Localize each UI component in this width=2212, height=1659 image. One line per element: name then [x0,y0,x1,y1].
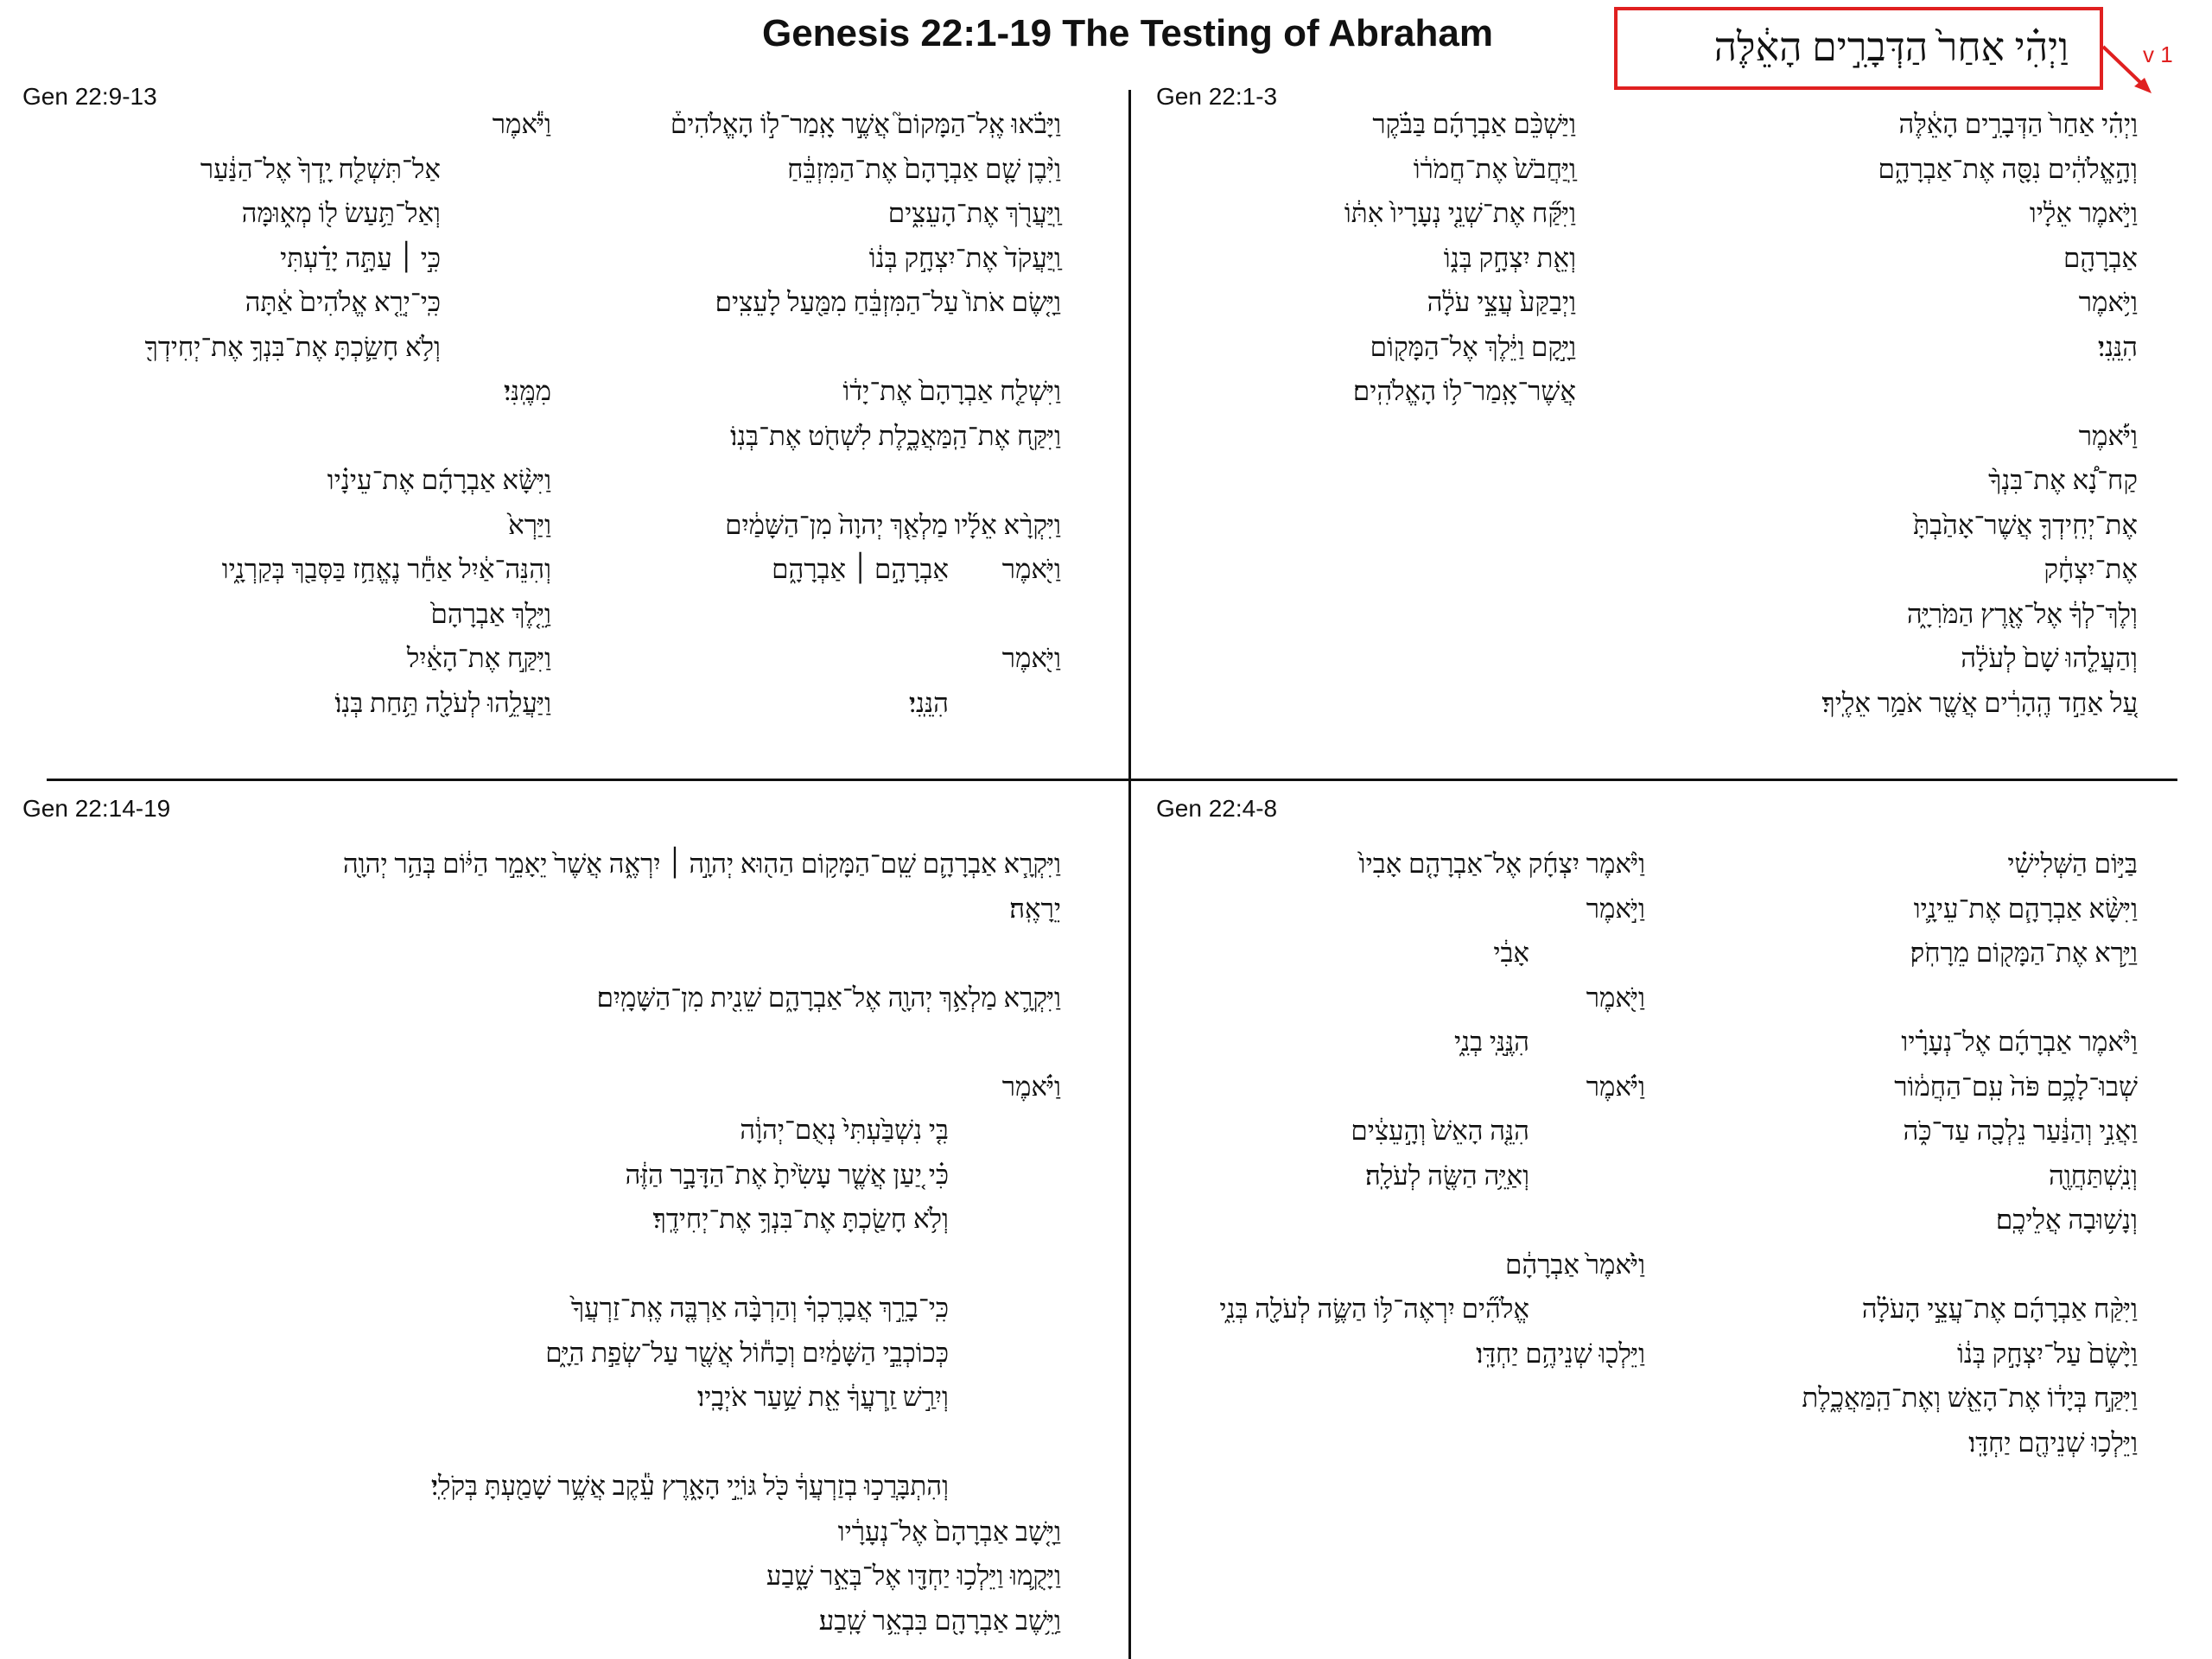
hebrew-line: כִּֽי־בָרֵ֣ךְ אֲבָרֶכְךָ֗ וְהַרְבָּ֨ה אַרְבֶּ֤ה אֶֽת־זַרְעֲךָ֙ [570,1293,949,1323]
hebrew-line [145,102,441,147]
hebrew-line [772,414,949,459]
hebrew-line [772,102,949,147]
hebrew-line [1219,842,1529,887]
hebrew-line: הִנֶּ֣נִּֽי בְנִ֑י [1453,1027,1529,1057]
hebrew-line: וַיֹּ֖אמֶר [1586,982,1645,1013]
hebrew-line: וַיֹּ֨אמֶר אַבְרָהָ֜ם אֶל־נְעָרָ֗יו [1901,1027,2138,1057]
horizontal-divider [47,779,2177,781]
section-label-22-14-19: Gen 22:14-19 [22,795,171,822]
hebrew-line [431,1242,949,1287]
hebrew-line: וְיִרַ֣שׁ זַֽרְעֲךָ֔ אֵ֖ת שַׁ֥עַר אֹיְבָֽיו׃ [697,1382,949,1412]
hebrew-line: כְּכוֹכְבֵ֣י הַשָּׁמַ֔יִם וְכַח֕וֹל אֲשֶׁ֖ר עַל־שְׂפַ֣ת הַיָּ֑ם [545,1337,949,1368]
hebrew-line [1219,887,1529,931]
hebrew-line: וַיַּ֥רְא אֶת־הַמָּק֖וֹם מֵרָחֹֽק׃ [1910,938,2138,968]
hebrew-line [1802,976,2138,1020]
hebrew-line [1219,1065,1529,1109]
hebrew-line: וַֽיַּעֲרֹ֖ךְ אֶת־הָעֵצִ֑ים [887,198,1061,228]
hebrew-line: וַיֹּ֨אמֶר יִצְחָ֜ק אֶל־אַבְרָהָ֤ם אָבִיו֙ [1358,849,1645,879]
hebrew-line: וַיָּקֻ֛מוּ וַיֵּלְכ֥וּ יַחְדָּ֖ו אֶל־בְּאֵ֣ר שָׁ֑בַע [766,1560,1061,1591]
hebrew-line: וַיָּ֙שֶׂם֙ עַל־יִצְחָ֣ק בְּנ֔וֹ [1956,1338,2138,1369]
hebrew-line: וַיַּעֲלֵ֥הוּ לְעֹלָ֖ה תַּ֥חַת בְּנֽוֹ׃ [334,687,551,718]
hebrew-line: וַיִּקַּ֣ח בְּיָד֔וֹ אֶת־הָאֵ֖שׁ וְאֶת־הַֽמַּאֲכֶ֑לֶת [1802,1382,2138,1413]
hebrew-line [1802,1243,2138,1287]
hebrew-line [1219,1243,1529,1287]
hebrew-line: וְהִנֵּה־אַ֔יִל אַחַ֕ר נֶאֱחַ֥ז בַּסְּבַ֖ךְ בְּקַרְנָ֑יו [221,554,551,584]
tr-col-a [1822,102,2138,725]
hebrew-line: וַיִּשָּׂ֨א אַבְרָהָ֧ם אֶת־עֵינָ֛יו [1913,893,2138,924]
hebrew-line: וַיֹּ֙אמֶר֙ אַבְרָהָ֔ם [1505,1249,1645,1280]
hebrew-line: וַיָּ֤שֶׂם אֹתוֹ֙ עַל־הַמִּזְבֵּ֔חַ מִמַּ֖עַל לָעֵצִֽים׃ [715,287,1061,317]
verse-number-label: v 1 [2143,41,2173,67]
hebrew-line: וַיֵּלְכ֥וּ שְׁנֵיהֶ֖ם יַחְדָּֽו׃ [1968,1427,2138,1458]
hebrew-line: וַיֹּ֖אמֶר [1001,643,1061,673]
hebrew-line: הִנֵּֽנִי׃ [2097,331,2138,362]
hebrew-line: וַיְהִ֗י אַחַר֙ הַדְּבָרִ֣ים הָאֵ֔לֶּה [1898,109,2138,139]
hebrew-line: אֱלֹהִ֞ים יִרְאֶה־לּ֥וֹ הַשֶּׂ֛ה לְעֹלָ֖ה בְּנִ֑י [1219,1294,1529,1324]
section-label-22-9-13: Gen 22:9-13 [22,83,157,110]
br-col-a [1802,842,2138,1465]
hebrew-line: וַיַּרְא֙ [508,509,551,540]
hebrew-line: הִנֵּ֤ה הָאֵשׁ֙ וְהָ֣עֵצִ֔ים [1351,1116,1529,1146]
hebrew-line: וְאַל־תַּ֥עַשׂ ל֖וֹ מְא֑וּמָּה [241,198,441,228]
hebrew-line: וַיְבַקַּע֙ עֲצֵ֣י עֹלָ֔ה [1427,287,1576,317]
hebrew-line: וַיֵּ֤לֶךְ אַבְרָהָם֙ [430,598,551,629]
tl-col-c [772,102,949,725]
hebrew-line: וַיֹּ֥אמֶר [2078,287,2138,317]
hebrew-line: כִּ֣י ׀ עַתָּ֣ה יָדַ֗עְתִּי [280,242,441,273]
hebrew-line: וַיִּשְׁלַ֤ח אַבְרָהָם֙ אֶת־יָד֔וֹ [842,376,1061,406]
section-label-22-1-3: Gen 22:1-3 [1156,83,1278,110]
hebrew-line: וַיִּקְרָ֛א מַלְאַ֥ךְ יְהוָ֖ה אֶל־אַבְרָהָ֑ם שֵׁנִ֖ית מִן־הַשָּׁמָֽיִם׃ [596,982,1061,1013]
br-col-c [1219,842,1529,1332]
hebrew-line: יֵרָאֶֽה׃ [1009,893,1061,924]
hebrew-line: וְלֹ֥א חָשַׂ֖כְתָּ אֶת־בִּנְךָ֥ אֶת־יְחִידֶֽךָ׃ [652,1204,949,1234]
hebrew-line: עַ֚ל אַחַ֣ד הֶֽהָרִ֔ים אֲשֶׁ֖ר אֹמַ֥ר אֵלֶֽיךָ׃ [1821,687,2138,718]
hebrew-line: וַיִּקְרָ֨א אֵלָ֜יו מַלְאַ֤ךְ יְהוָה֙ מִן־הַשָּׁמַ֔יִם [725,509,1061,540]
hebrew-line: וַיָּבֹ֗אוּ אֶֽל־הַמָּקוֹם֮ אֲשֶׁ֣ר אָֽמַר־ל֣וֹ הָאֱלֹהִים֒ [670,109,1061,139]
hebrew-line: וַיֵּלְכ֖וּ שְׁנֵיהֶ֥ם יַחְדָּֽו׃ [1476,1338,1645,1369]
hebrew-line [772,191,949,236]
hebrew-line: בִּ֤י נִשְׁבַּ֙עְתִּי֙ נְאֻם־יְהוָ֔ה [740,1115,949,1145]
hebrew-line [1219,976,1529,1020]
verse-callout-text: וַיְהִ֗י אַחַר֙ הַדְּבָרִ֣ים הָאֵ֔לֶּה [1713,25,2069,69]
hebrew-line [1822,369,2138,414]
hebrew-line: וְלֶךְ־לְךָ֔ אֶל־אֶ֖רֶץ הַמֹּרִיָּ֑ה [1906,598,2138,629]
hebrew-line: וְאֵ֖ת יִצְחָ֣ק בְּנ֑וֹ [1443,242,1576,273]
hebrew-line [772,325,949,370]
hebrew-line: וַיָּ֤שָׁב אַבְרָהָם֙ אֶל־נְעָרָ֔יו [837,1516,1061,1547]
hebrew-line: כִּ֗י יַ֚עַן אֲשֶׁ֤ר עָשִׂ֙יתָ֙ אֶת־הַדָּבָ֣ר הַזֶּ֔ה [625,1159,949,1190]
hebrew-line: וַיִּקַּ֞ח אֶת־שְׁנֵ֤י נְעָרָיו֙ אִתּ֔וֹ [1344,198,1576,228]
hebrew-line: וַֽיַּעֲקֹד֙ אֶת־יִצְחָ֣ק בְּנ֔וֹ [868,242,1061,273]
hebrew-line: וְאַיֵּ֥ה הַשֶּׂ֖ה לְעֹלָֽה׃ [1365,1160,1529,1191]
hebrew-line: וַיִּקְרָ֧א אַבְרָהָ֛ם שֵֽׁם־הַמָּק֥וֹם הַה֖וּא יְהוָ֣ה ׀ יִרְאֶ֑ה אֲשֶׁר֙ יֵאָמֵ֣ר הַיּ֔וֹם בְּהַ֥ר יְהוָ֖ה [342,849,1061,879]
hebrew-line: בַּיּ֣וֹם הַשְּׁלִישִׁ֗י [2007,849,2138,879]
hebrew-line [343,931,1061,976]
tl-col-d [145,102,441,369]
hebrew-line: אַבְרָהָ֣ם ׀ אַבְרָהָ֑ם [772,554,949,584]
hebrew-line: מִמֶּֽנִּי׃ [504,376,551,406]
hebrew-line: וַיֹּ֖אמֶר [1001,554,1061,584]
hebrew-line: אֶת־יִצְחָ֔ק [2044,554,2138,584]
hebrew-line: וְהָ֣אֱלֹהִ֔ים נִסָּ֖ה אֶת־אַבְרָהָ֑ם [1878,153,2138,184]
hebrew-line [772,147,949,192]
hebrew-line: וַיֹּ֣אמֶר [1586,893,1645,924]
hebrew-line: וַיִּשָּׂ֨א אַבְרָהָ֜ם אֶת־עֵינָ֗יו [327,465,551,495]
hebrew-line: וַאֲנִ֣י וְהַנַּ֔עַר נֵלְכָ֖ה עַד־כֹּ֑ה [1903,1116,2138,1146]
hebrew-line [772,592,949,637]
hebrew-line: אַבְרָהָ֖ם [2063,242,2138,273]
bl-col-b [431,1108,949,1509]
hebrew-line: וְהַעֲלֵ֤הוּ שָׁם֙ לְעֹלָ֔ה [1961,643,2138,673]
hebrew-line: וַיִּקַּ֨ח אַבְרָהָ֜ם אֶת־עֲצֵ֣י הָעֹלָ֗ה [1861,1294,2138,1324]
hebrew-line: וַיֵּ֥שֶׁב אַבְרָהָ֖ם בִּבְאֵ֥ר שָֽׁבַע׃ [818,1605,1061,1636]
hebrew-line: וַיִּ֨בֶן שָׁ֤ם אַבְרָהָם֙ אֶת־הַמִּזְבֵּ֔חַ [787,153,1061,184]
hebrew-line: קַח־נָ֠א אֶת־בִּנְךָ֨ [1988,465,2138,495]
hebrew-line [1219,1198,1529,1243]
hebrew-line: וְנִֽשְׁתַּחֲוֶ֖ה [2049,1160,2138,1191]
hebrew-line: וַיֹּ֕אמֶר [492,109,551,139]
hebrew-line: וַיִּקַּ֖ח אֶת־הַֽמַּאֲכֶ֑לֶת לִשְׁחֹ֖ט אֶת־בְּנֽוֹ׃ [730,420,1061,451]
hebrew-line [772,503,949,548]
hebrew-line [772,369,949,414]
hebrew-line [772,458,949,503]
tr-col-b [1344,102,1576,414]
hebrew-line [343,1020,1061,1065]
hebrew-line: הִנֵּֽנִי׃ [908,687,949,718]
hebrew-line: אַל־תִּשְׁלַ֤ח יָֽדְךָ֙ אֶל־הַנַּ֔עַר [200,153,441,184]
hebrew-line: וַיִּקַּ֣ח אֶת־הָאַ֔יִל [406,643,551,673]
hebrew-line: וַיֹּ֡אמֶר [2078,420,2138,451]
hebrew-line: וְלֹ֥א חָשַׂ֛כְתָּ אֶת־בִּנְךָ֥ אֶת־יְחִידְךָ֖ [144,331,441,362]
hebrew-line: וַיֹּ֣אמֶר אֵלָ֔יו [2029,198,2138,228]
hebrew-line: אֲשֶׁר־אָֽמַר־ל֥וֹ הָאֱלֹהִֽים׃ [1352,376,1576,406]
vertical-divider [1128,90,1131,1659]
hebrew-line: וַיָּ֣קָם וַיֵּ֔לֶךְ אֶל־הַמָּק֖וֹם [1370,331,1576,362]
hebrew-line: כִּֽי־יְרֵ֤א אֱלֹהִים֙ אַ֔תָּה [245,287,441,317]
hebrew-line: וְהִתְבָּרֲכ֣וּ בְזַרְעֲךָ֔ כֹּ֖ל גּוֹיֵ֣י הָאָ֑רֶץ עֵ֕קֶב אֲשֶׁ֥ר שָׁמַ֖עְתָּ בְּקֹלִֽי׃ [430,1471,949,1501]
hebrew-line [772,236,949,281]
hebrew-line: וְנָשׁ֥וּבָה אֲלֵיכֶֽם׃ [1995,1205,2138,1235]
verse-callout-box [1614,7,2103,90]
hebrew-line: וַֽיַּחֲבֹשׁ֙ אֶת־חֲמֹר֔וֹ [1413,153,1576,184]
hebrew-line: שְׁבוּ־לָכֶ֥ם פֹּה֙ עִֽם־הַחֲמ֔וֹר [1894,1071,2138,1102]
hebrew-line: וַיֹּ֗אמֶר [1001,1071,1061,1102]
hebrew-line [431,1420,949,1465]
hebrew-line: אָבִ֔י [1493,938,1529,968]
section-label-22-4-8: Gen 22:4-8 [1156,795,1278,822]
hebrew-line: וַיֹּ֗אמֶר [1586,1071,1645,1102]
page-title: Genesis 22:1-19 The Testing of Abraham [761,12,1493,54]
hebrew-line [772,280,949,325]
hebrew-line [772,636,949,681]
hebrew-line: וַיַּשְׁכֵּ֨ם אַבְרָהָ֜ם בַּבֹּ֗קֶר [1372,109,1576,139]
hebrew-line [222,414,551,459]
hebrew-line: אֶת־יְחִֽידְךָ֤ אֲשֶׁר־אָהַ֙בְתָּ֙ [1913,509,2138,540]
